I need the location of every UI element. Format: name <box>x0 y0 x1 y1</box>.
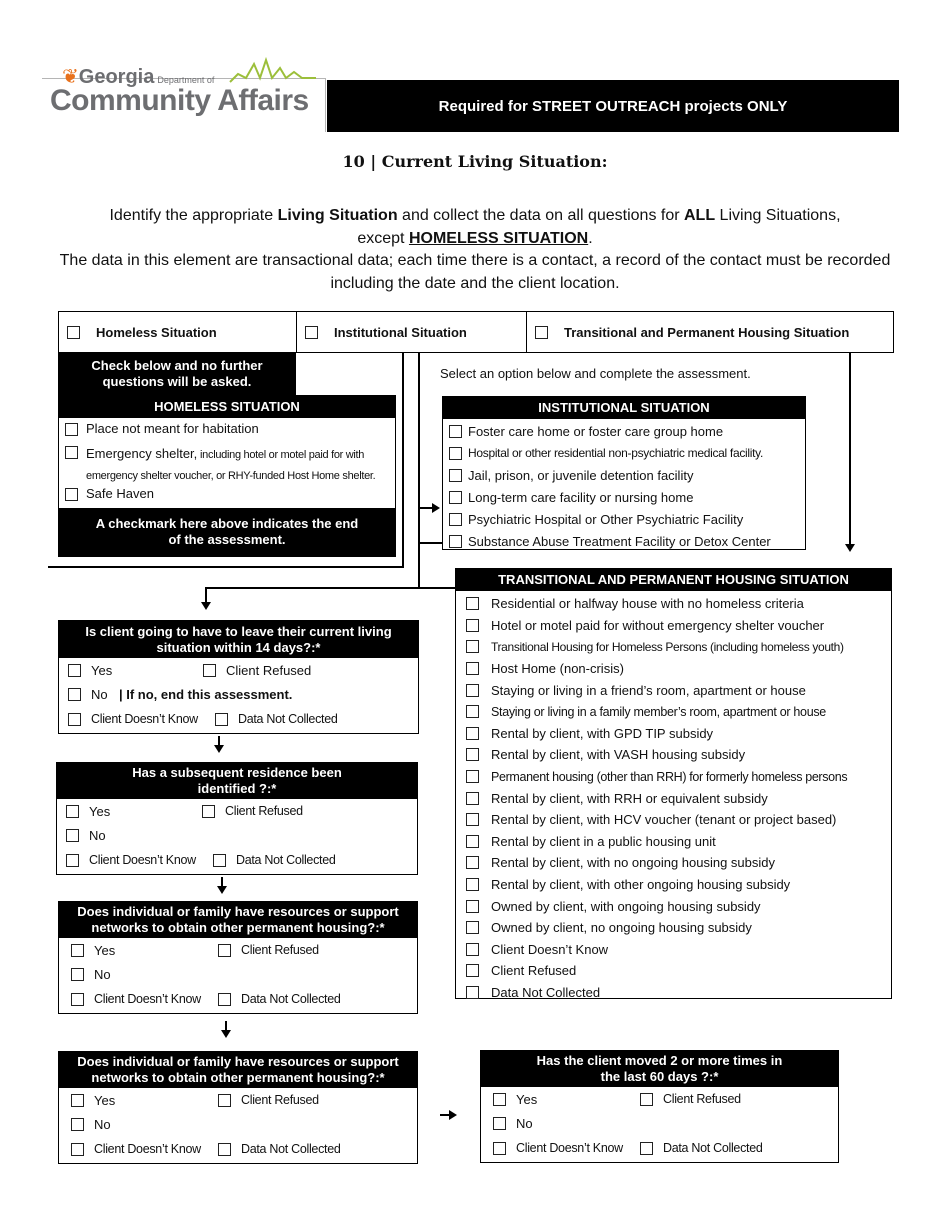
arrow-down-icon <box>845 544 855 552</box>
homeless-note-top: Check below and no further questions will be asked. <box>58 353 296 395</box>
answer-row: Yes Client Refused <box>59 938 417 963</box>
checkbox[interactable] <box>640 1093 653 1106</box>
transitional-option[interactable]: Client Refused <box>456 960 891 982</box>
checkbox[interactable] <box>71 1094 84 1107</box>
banner: Required for STREET OUTREACH projects ONLY <box>327 80 899 132</box>
checkbox[interactable] <box>449 491 462 504</box>
checkbox[interactable] <box>202 805 215 818</box>
logo-community-affairs: Community Affairs <box>50 84 309 117</box>
checkbox[interactable] <box>71 968 84 981</box>
checkbox[interactable] <box>305 326 318 339</box>
question-head: Does individual or family have resources or support networks to obtain other permanent housing?:* <box>59 1052 417 1088</box>
category-transitional[interactable]: Transitional and Permanent Housing Situation <box>527 312 893 352</box>
transitional-head: TRANSITIONAL AND PERMANENT HOUSING SITUATION <box>456 569 891 591</box>
question-leave-14-days <box>58 620 419 734</box>
transitional-option[interactable]: Owned by client, with ongoing housing subsidy <box>456 895 891 917</box>
connector-line <box>418 353 420 589</box>
institutional-option[interactable]: Substance Abuse Treatment Facility or Detox Center <box>443 530 805 552</box>
connector-line <box>205 587 207 603</box>
answer-row: No <box>59 1113 417 1138</box>
institutional-box <box>442 396 806 550</box>
checkbox[interactable] <box>466 943 479 956</box>
checkbox[interactable] <box>218 1143 231 1156</box>
checkbox[interactable] <box>640 1142 653 1155</box>
transitional-option[interactable]: Rental by client, with other ongoing housing subsidy <box>456 874 891 896</box>
checkbox[interactable] <box>466 856 479 869</box>
no-note: | If no, end this assessment. <box>119 687 293 703</box>
transitional-box <box>455 568 892 999</box>
institutional-option[interactable]: Foster care home or foster care group home <box>443 420 805 442</box>
checkbox[interactable] <box>466 640 479 653</box>
checkbox[interactable] <box>203 664 216 677</box>
transitional-option[interactable]: Transitional Housing for Homeless Persons (including homeless youth) <box>456 636 891 658</box>
checkbox[interactable] <box>66 829 79 842</box>
question-resources-1 <box>58 901 418 1014</box>
checkbox[interactable] <box>466 986 479 999</box>
checkbox[interactable] <box>449 447 462 460</box>
connector-line <box>849 353 851 545</box>
answer-row: No <box>59 963 417 988</box>
arrow-right-icon <box>432 503 440 513</box>
checkbox[interactable] <box>466 748 479 761</box>
checkbox[interactable] <box>466 705 479 718</box>
checkbox[interactable] <box>449 535 462 548</box>
checkbox[interactable] <box>71 1118 84 1131</box>
checkbox[interactable] <box>466 921 479 934</box>
answer-row: Client Doesn’t Know Data Not Collected <box>59 707 418 732</box>
transitional-option[interactable]: Host Home (non-crisis) <box>456 658 891 680</box>
institutional-option[interactable]: Jail, prison, or juvenile detention facility <box>443 464 805 486</box>
question-resources-2 <box>58 1051 418 1164</box>
homeless-option[interactable]: Place not meant for habitation <box>65 421 395 444</box>
logo-georgia: ❦Georgia Department of <box>62 66 215 88</box>
checkbox[interactable] <box>466 770 479 783</box>
checkbox[interactable] <box>466 964 479 977</box>
transitional-option[interactable]: Owned by client, no ongoing housing subsidy <box>456 917 891 939</box>
checkbox[interactable] <box>449 425 462 438</box>
checkbox[interactable] <box>466 900 479 913</box>
transitional-option[interactable]: Rental by client, with RRH or equivalent subsidy <box>456 787 891 809</box>
transitional-option[interactable]: Residential or halfway house with no homeless criteria <box>456 593 891 615</box>
skyline-icon <box>228 56 318 84</box>
checkbox[interactable] <box>218 944 231 957</box>
transitional-option[interactable]: Rental by client, with no ongoing housing subsidy <box>456 852 891 874</box>
checkbox[interactable] <box>449 513 462 526</box>
checkbox[interactable] <box>466 597 479 610</box>
checkbox[interactable] <box>466 727 479 740</box>
question-moved-2-times <box>480 1050 839 1163</box>
answer-row: No <box>57 824 417 849</box>
checkbox[interactable] <box>68 688 81 701</box>
checkbox[interactable] <box>65 488 78 501</box>
homeless-option[interactable]: Safe Haven <box>65 486 395 508</box>
checkbox[interactable] <box>493 1117 506 1130</box>
institutional-head: INSTITUTIONAL SITUATION <box>443 397 805 419</box>
checkbox[interactable] <box>215 713 228 726</box>
question-head: Is client going to have to leave their current living situation within 14 days?:* <box>59 621 418 658</box>
transitional-option[interactable]: Staying or living in a friend’s room, apartment or house <box>456 679 891 701</box>
arrow-down-icon <box>221 1030 231 1038</box>
page-title: 10 | Current Living Situation: <box>342 152 608 171</box>
question-head: Has a subsequent residence been identified ?:* <box>57 763 417 799</box>
institutional-instruction: Select an option below and complete the assessment. <box>440 366 751 381</box>
checkbox[interactable] <box>466 792 479 805</box>
arrow-down-icon <box>214 745 224 753</box>
checkbox[interactable] <box>449 469 462 482</box>
checkbox[interactable] <box>493 1142 506 1155</box>
arrow-down-icon <box>217 886 227 894</box>
connector-line <box>402 353 404 567</box>
homeless-head: HOMELESS SITUATION <box>59 396 395 418</box>
connector-line <box>418 542 442 544</box>
transitional-option[interactable]: Rental by client, with HCV voucher (tenant or project based) <box>456 809 891 831</box>
answer-row: Yes Client Refused <box>59 658 418 683</box>
checkbox[interactable] <box>65 446 78 459</box>
category-homeless[interactable]: Homeless Situation <box>59 312 297 352</box>
answer-row: Client Doesn’t Know Data Not Collected <box>57 848 417 873</box>
checkbox[interactable] <box>466 662 479 675</box>
answer-row: Yes Client Refused <box>57 799 417 824</box>
answer-row: Client Doesn’t Know Data Not Collected <box>481 1136 838 1161</box>
question-subsequent-residence <box>56 762 418 875</box>
arrow-down-icon <box>201 602 211 610</box>
checkbox[interactable] <box>218 993 231 1006</box>
checkbox[interactable] <box>466 878 479 891</box>
transitional-option[interactable]: Client Doesn’t Know <box>456 939 891 961</box>
checkbox[interactable] <box>466 684 479 697</box>
checkbox[interactable] <box>535 326 548 339</box>
checkbox[interactable] <box>66 805 79 818</box>
checkbox[interactable] <box>68 664 81 677</box>
answer-row: No | If no, end this assessment. <box>59 683 418 708</box>
checkbox[interactable] <box>65 423 78 436</box>
homeless-option[interactable]: Emergency shelter, including hotel or motel paid for with emergency shelter voucher, or RHY-funded Host Home shelter. <box>65 444 395 486</box>
checkbox[interactable] <box>66 854 79 867</box>
category-row <box>58 311 894 353</box>
transitional-option[interactable]: Permanent housing (other than RRH) for formerly homeless persons <box>456 766 891 788</box>
checkbox[interactable] <box>466 619 479 632</box>
answer-row: Client Doesn’t Know Data Not Collected <box>59 1137 417 1162</box>
answer-row: Yes Client Refused <box>59 1088 417 1113</box>
homeless-note-bottom: A checkmark here above indicates the end of the assessment. <box>59 508 395 556</box>
checkbox[interactable] <box>493 1093 506 1106</box>
transitional-option[interactable]: Rental by client, with VASH housing subsidy <box>456 744 891 766</box>
question-head: Does individual or family have resources or support networks to obtain other permanent housing?:* <box>59 902 417 938</box>
answer-row: Client Doesn’t Know Data Not Collected <box>59 987 417 1012</box>
transitional-option[interactable]: Hotel or motel paid for without emergency shelter voucher <box>456 615 891 637</box>
institutional-option[interactable]: Hospital or other residential non-psychiatric medical facility. <box>443 442 805 464</box>
arrow-right-icon <box>449 1110 457 1120</box>
answer-row: No <box>481 1112 838 1137</box>
checkbox[interactable] <box>213 854 226 867</box>
checkbox[interactable] <box>71 1143 84 1156</box>
checkbox[interactable] <box>68 713 81 726</box>
transitional-option[interactable]: Rental by client, with GPD TIP subsidy <box>456 723 891 745</box>
transitional-option[interactable]: Staying or living in a family member’s room, apartment or house <box>456 701 891 723</box>
answer-row: Yes Client Refused <box>481 1087 838 1112</box>
leaf-icon: ❦ <box>62 66 79 88</box>
transitional-option[interactable]: Data Not Collected <box>456 982 891 1004</box>
institutional-option[interactable]: Psychiatric Hospital or Other Psychiatric Facility <box>443 508 805 530</box>
category-institutional[interactable]: Institutional Situation <box>297 312 527 352</box>
connector-line <box>48 566 404 568</box>
connector-line <box>206 587 456 589</box>
homeless-box <box>58 395 396 557</box>
checkbox[interactable] <box>466 813 479 826</box>
checkbox[interactable] <box>67 326 80 339</box>
checkbox[interactable] <box>218 1094 231 1107</box>
institutional-option[interactable]: Long-term care facility or nursing home <box>443 486 805 508</box>
question-head: Has the client moved 2 or more times in the last 60 days ?:* <box>481 1051 838 1087</box>
checkbox[interactable] <box>466 835 479 848</box>
transitional-option[interactable]: Rental by client in a public housing unit <box>456 831 891 853</box>
intro-text: Identify the appropriate Living Situation and collect the data on all questions for ALL Living Situations, except HOMELESS SITUATION. The data in this element are transactional data; each time there is a contact, a record of the contact must be recorded including the date and the client location. <box>59 207 891 292</box>
checkbox[interactable] <box>71 944 84 957</box>
checkbox[interactable] <box>71 993 84 1006</box>
